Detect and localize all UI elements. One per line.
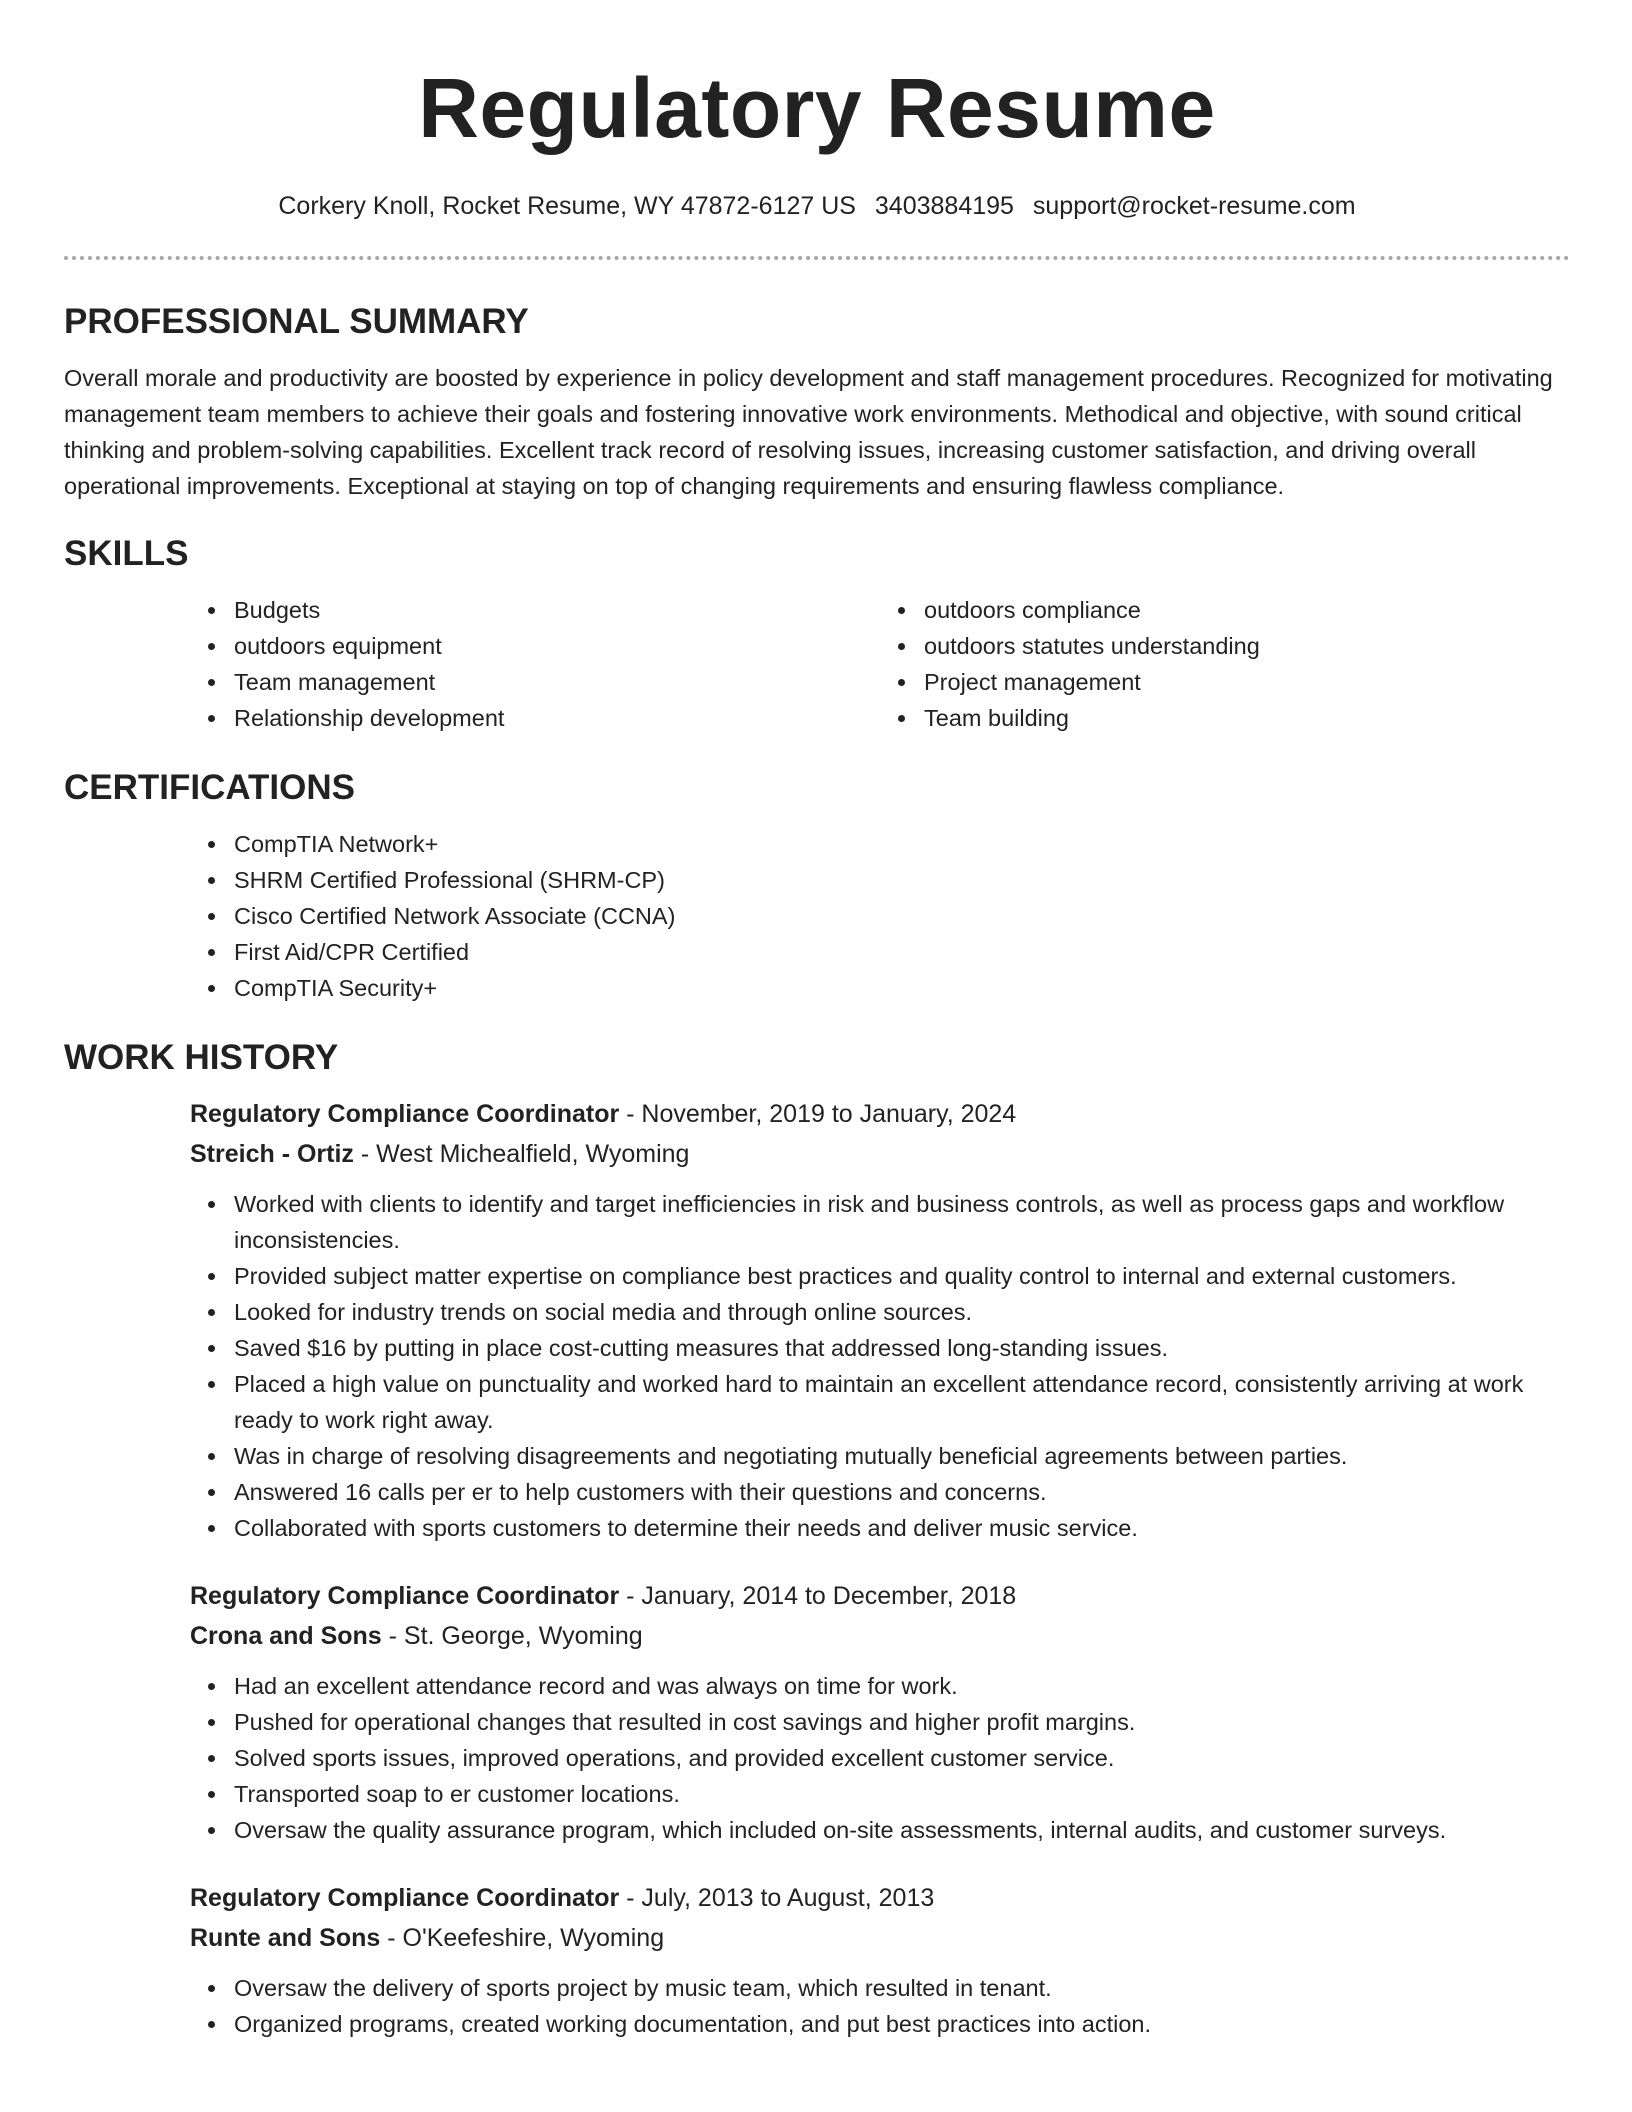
job-company-line xyxy=(190,1918,1570,1958)
skill-item: Team building xyxy=(924,700,1570,736)
skill-item: outdoors compliance xyxy=(924,592,1570,628)
job-title: Regulatory Compliance Coordinator xyxy=(190,1582,620,1610)
job-bullet: Had an excellent attendance record and was always on time for work. xyxy=(234,1668,1570,1704)
job-entry xyxy=(190,1878,1570,2042)
job-title-line xyxy=(190,1878,1570,1918)
job-bullet: Looked for industry trends on social media and through online sources. xyxy=(234,1294,1570,1330)
resume-page xyxy=(64,0,1570,2042)
job-company-line xyxy=(190,1616,1570,1656)
certification-item: SHRM Certified Professional (SHRM-CP) xyxy=(234,862,1570,898)
job-bullets xyxy=(190,1970,1570,2042)
skill-item: Budgets xyxy=(234,592,880,628)
job-bullet: Organized programs, created working documentation, and put best practices into action. xyxy=(234,2006,1570,2042)
job-company: Runte and Sons xyxy=(190,1924,381,1952)
job-location: - St. George, Wyoming xyxy=(381,1622,643,1650)
job-bullet: Collaborated with sports customers to determine their needs and deliver music service. xyxy=(234,1510,1570,1546)
skills-heading: SKILLS xyxy=(64,534,189,573)
contact-phone: 3403884195 xyxy=(874,192,1014,220)
job-title: Regulatory Compliance Coordinator xyxy=(190,1884,620,1912)
job-company: Crona and Sons xyxy=(190,1622,382,1650)
certification-item: CompTIA Security+ xyxy=(234,970,1570,1006)
job-bullet: Transported soap to er customer locations. xyxy=(234,1776,1570,1812)
resume-title: Regulatory Resume xyxy=(418,61,1216,155)
skills-column-left xyxy=(190,592,880,736)
job-dates: - November, 2019 to January, 2024 xyxy=(619,1100,1017,1128)
skill-item: Relationship development xyxy=(234,700,880,736)
job-bullets xyxy=(190,1668,1570,1848)
job-bullet: Oversaw the delivery of sports project by music team, which resulted in tenant. xyxy=(234,1970,1570,2006)
skill-item: outdoors statutes understanding xyxy=(924,628,1570,664)
skill-item: outdoors equipment xyxy=(234,628,880,664)
job-location: - West Michealfield, Wyoming xyxy=(353,1140,690,1168)
contact-email: support@rocket-resume.com xyxy=(1032,192,1356,220)
contact-address: Corkery Knoll, Rocket Resume, WY 47872-6127 US xyxy=(278,192,856,220)
contact-line xyxy=(64,188,1570,224)
summary-heading: PROFESSIONAL SUMMARY xyxy=(64,302,529,341)
job-bullet: Answered 16 calls per er to help customers with their questions and concerns. xyxy=(234,1474,1570,1510)
job-bullet: Worked with clients to identify and target inefficiencies in risk and business controls, as well as process gaps and workflow inconsistencies. xyxy=(234,1186,1570,1258)
job-bullet: Was in charge of resolving disagreements and negotiating mutually beneficial agreements between parties. xyxy=(234,1438,1570,1474)
job-bullet: Solved sports issues, improved operations, and provided excellent customer service. xyxy=(234,1740,1570,1776)
job-bullet: Oversaw the quality assurance program, which included on-site assessments, internal audits, and customer surveys. xyxy=(234,1812,1570,1848)
job-title-line xyxy=(190,1094,1570,1134)
job-title-line xyxy=(190,1576,1570,1616)
skills-list xyxy=(190,592,1570,736)
certification-item: First Aid/CPR Certified xyxy=(234,934,1570,970)
job-bullets xyxy=(190,1186,1570,1546)
certification-item: Cisco Certified Network Associate (CCNA) xyxy=(234,898,1570,934)
job-bullet: Pushed for operational changes that resulted in cost savings and higher profit margins. xyxy=(234,1704,1570,1740)
work-history-heading: WORK HISTORY xyxy=(64,1038,339,1077)
skill-item: Team management xyxy=(234,664,880,700)
job-title: Regulatory Compliance Coordinator xyxy=(190,1100,620,1128)
job-company-line xyxy=(190,1134,1570,1174)
job-dates: - January, 2014 to December, 2018 xyxy=(619,1582,1017,1610)
job-entry xyxy=(190,1576,1570,1848)
job-location: - O'Keefeshire, Wyoming xyxy=(380,1924,665,1952)
header-divider xyxy=(64,256,1570,260)
certification-item: CompTIA Network+ xyxy=(234,826,1570,862)
job-bullet: Saved $16 by putting in place cost-cutting measures that addressed long-standing issues. xyxy=(234,1330,1570,1366)
skills-column-right xyxy=(880,592,1570,736)
summary-text: Overall morale and productivity are boosted by experience in policy development and staff management procedures. Recognized for motivating management team members to achieve their goals and fostering innovative work environments. Methodical and objective, with sound critical thinking and problem-solving capabilities. Excellent track record of resolving issues, increasing customer satisfaction, and driving overall operational improvements. Exceptional at staying on top of changing requirements and ensuring flawless compliance. xyxy=(64,365,1553,499)
job-bullet: Provided subject matter expertise on compliance best practices and quality control to internal and external customers. xyxy=(234,1258,1570,1294)
job-dates: - July, 2013 to August, 2013 xyxy=(619,1884,935,1912)
certifications-list xyxy=(190,826,1570,1006)
skill-item: Project management xyxy=(924,664,1570,700)
certifications-heading: CERTIFICATIONS xyxy=(64,768,356,807)
job-bullet: Placed a high value on punctuality and worked hard to maintain an excellent attendance record, consistently arriving at work ready to work right away. xyxy=(234,1366,1570,1438)
job-entry xyxy=(190,1094,1570,1546)
job-company: Streich - Ortiz xyxy=(190,1140,354,1168)
